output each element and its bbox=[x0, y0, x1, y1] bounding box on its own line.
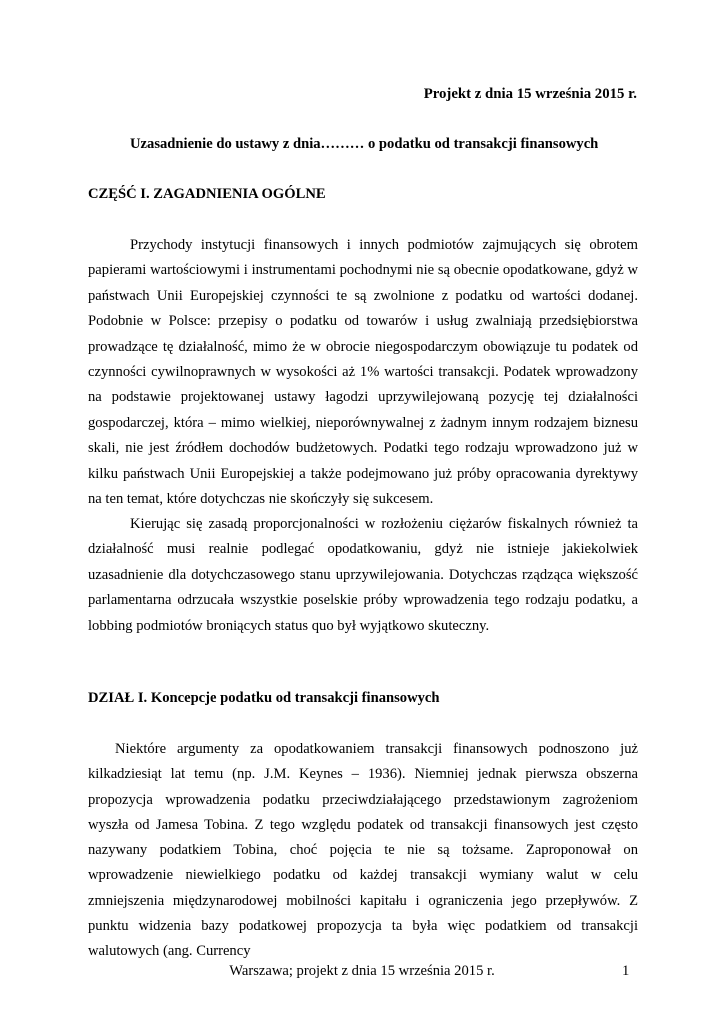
page-number: 1 bbox=[622, 963, 630, 979]
body-paragraph: Niektóre argumenty za opodatkowaniem transakcji finansowych podnoszono już kilkadziesiąt lat temu (np. J.M. Keynes – 1936). Niemniej jednak pierwsza obszerna propozycja wprowadzenia podatku przeciwdziałającego przedstawionym zagrożeniom wyszła od Jamesa Tobina. Z tego względu podatek od transakcji finansowych jest często nazywany podatkiem Tobina, choć pojęcia te nie są tożsame. Zaproponował on wprowadzenie niewielkiego podatku od każdej transakcji wymiany walut w celu zmniejszenia międzynarodowej mobilności kapitału i ograniczenia jego przepływów. Z punktu widzenia bazy podatkowej propozycja ta była więc podatkiem od transakcji walutowych (ang. Currency bbox=[88, 741, 638, 960]
section-heading: DZIAŁ I. Koncepcje podatku od transakcji finansowych bbox=[88, 690, 440, 706]
body-paragraph: Przychody instytucji finansowych i innych podmiotów zajmujących się obrotem papierami wartościowymi i instrumentami pochodnymi nie są obecnie opodatkowane, gdyż w państwach Unii Europejskiej czynności te są zwolnione z podatku od wartości dodanej. Podobnie w Polsce: przepisy o podatku od towarów i usług zwalniają przedsiębiorstwa prowadzące tę działalność, mimo że w obrocie niegospodarczym obowiązuje tu podatek od czynności cywilnoprawnych w wysokości aż 1% wartości transakcji. Podatek wprowadzony na podstawie projektowanej ustawy łagodzi uprzywilejowaną pozycję tej działalności gospodarczej, która – mimo wielkiej, nieporównywalnej z żadnym innym rodzajem biznesu skali, nie jest źródłem dochodów budżetowych. Podatki tego rodzaju wprowadzono już w kilku państwach Unii Europejskiej a także podejmowano już próby opracowania dyrektywy na ten temat, które dotychczas nie skończyły się sukcesem. bbox=[88, 237, 638, 508]
document-title: Uzasadnienie do ustawy z dnia……… o podatku od transakcji finansowych bbox=[130, 136, 599, 152]
project-date: Projekt z dnia 15 września 2015 r. bbox=[423, 86, 637, 102]
part-heading: CZĘŚĆ I. ZAGADNIENIA OGÓLNE bbox=[88, 186, 326, 202]
page-footer: Warszawa; projekt z dnia 15 września 2015 r. bbox=[229, 963, 495, 979]
body-paragraph: Kierując się zasadą proporcjonalności w rozłożeniu ciężarów fiskalnych również ta działalność musi realnie podlegać opodatkowaniu, gdyż nie istnieje jakiekolwiek uzasadnienie dla dotychczasowego stanu uprzywilejowania. Dotychczas rządząca większość parlamentarna odrzucała wszystkie poselskie próby wprowadzenia tego rodzaju podatku, a lobbing podmiotów broniących status quo był wyjątkowo skuteczny. bbox=[88, 516, 638, 634]
